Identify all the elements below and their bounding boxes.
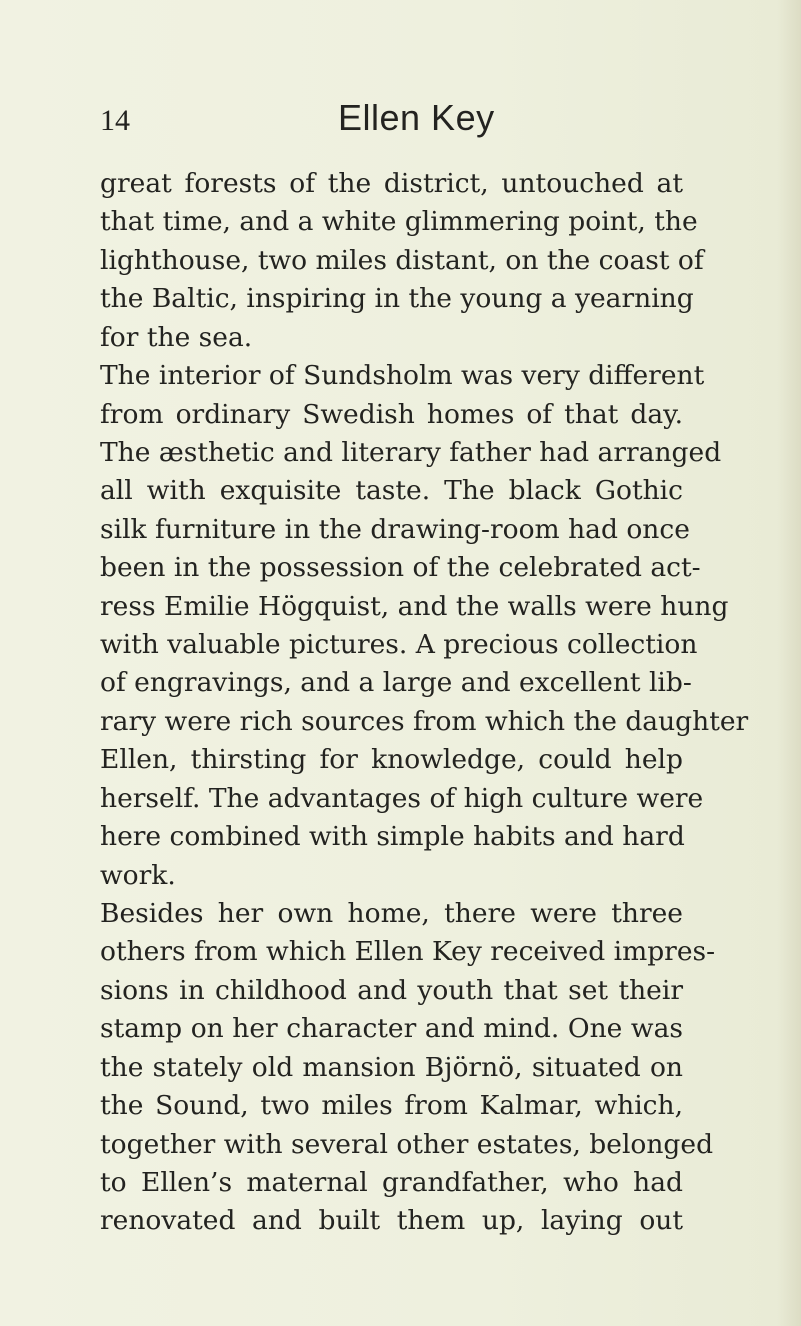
text-line: The interior of Sundsholm was very different [100,360,705,392]
text-line: for the sea. [100,321,253,353]
text-line: the Baltic, inspiring in the young a yearning [100,283,694,315]
text-line: with valuable pictures. A precious collection [100,629,698,661]
text-line: all with exquisite taste. The black Gothic [100,475,683,507]
page-number: 14 [100,104,130,137]
text-line: ress Emilie Högquist, and the walls were hung [100,590,729,622]
text-line: lighthouse, two miles distant, on the coast of [100,244,704,276]
text-line: renovated and built them up, laying out [100,1205,683,1237]
page-header [100,96,700,146]
text-line: sions in childhood and youth that set their [100,974,683,1006]
text-line: The æsthetic and literary father had arranged [100,436,722,468]
text-line: Ellen, thirsting for knowledge, could help [100,744,683,776]
text-line: of engravings, and a large and excellent lib- [100,667,692,699]
text-line: rary were rich sources from which the daughter [100,705,749,737]
text-line: herself. The advantages of high culture were [100,782,704,814]
text-line: others from which Ellen Key received impres- [100,936,716,968]
text-line: been in the possession of the celebrated act- [100,552,701,584]
text-line: the Sound, two miles from Kalmar, which, [100,1090,683,1122]
body-text [100,165,749,1241]
text-line: the stately old mansion Björnö, situated on [100,1051,683,1083]
text-line: silk furniture in the drawing-room had once [100,513,690,545]
text-line: work. [100,859,176,891]
text-line: from ordinary Swedish homes of that day. [100,398,683,430]
text-line: Besides her own home, there were three [100,898,683,930]
text-line: together with several other estates, belonged [100,1128,714,1160]
text-line: here combined with simple habits and hard [100,821,685,853]
text-line: to Ellen’s maternal grandfather, who had [100,1166,683,1198]
text-line: that time, and a white glimmering point, the [100,206,698,238]
running-title: Ellen Key [338,97,495,138]
text-line: stamp on her character and mind. One was [100,1013,683,1045]
text-line: great forests of the district, untouched at [100,168,683,199]
